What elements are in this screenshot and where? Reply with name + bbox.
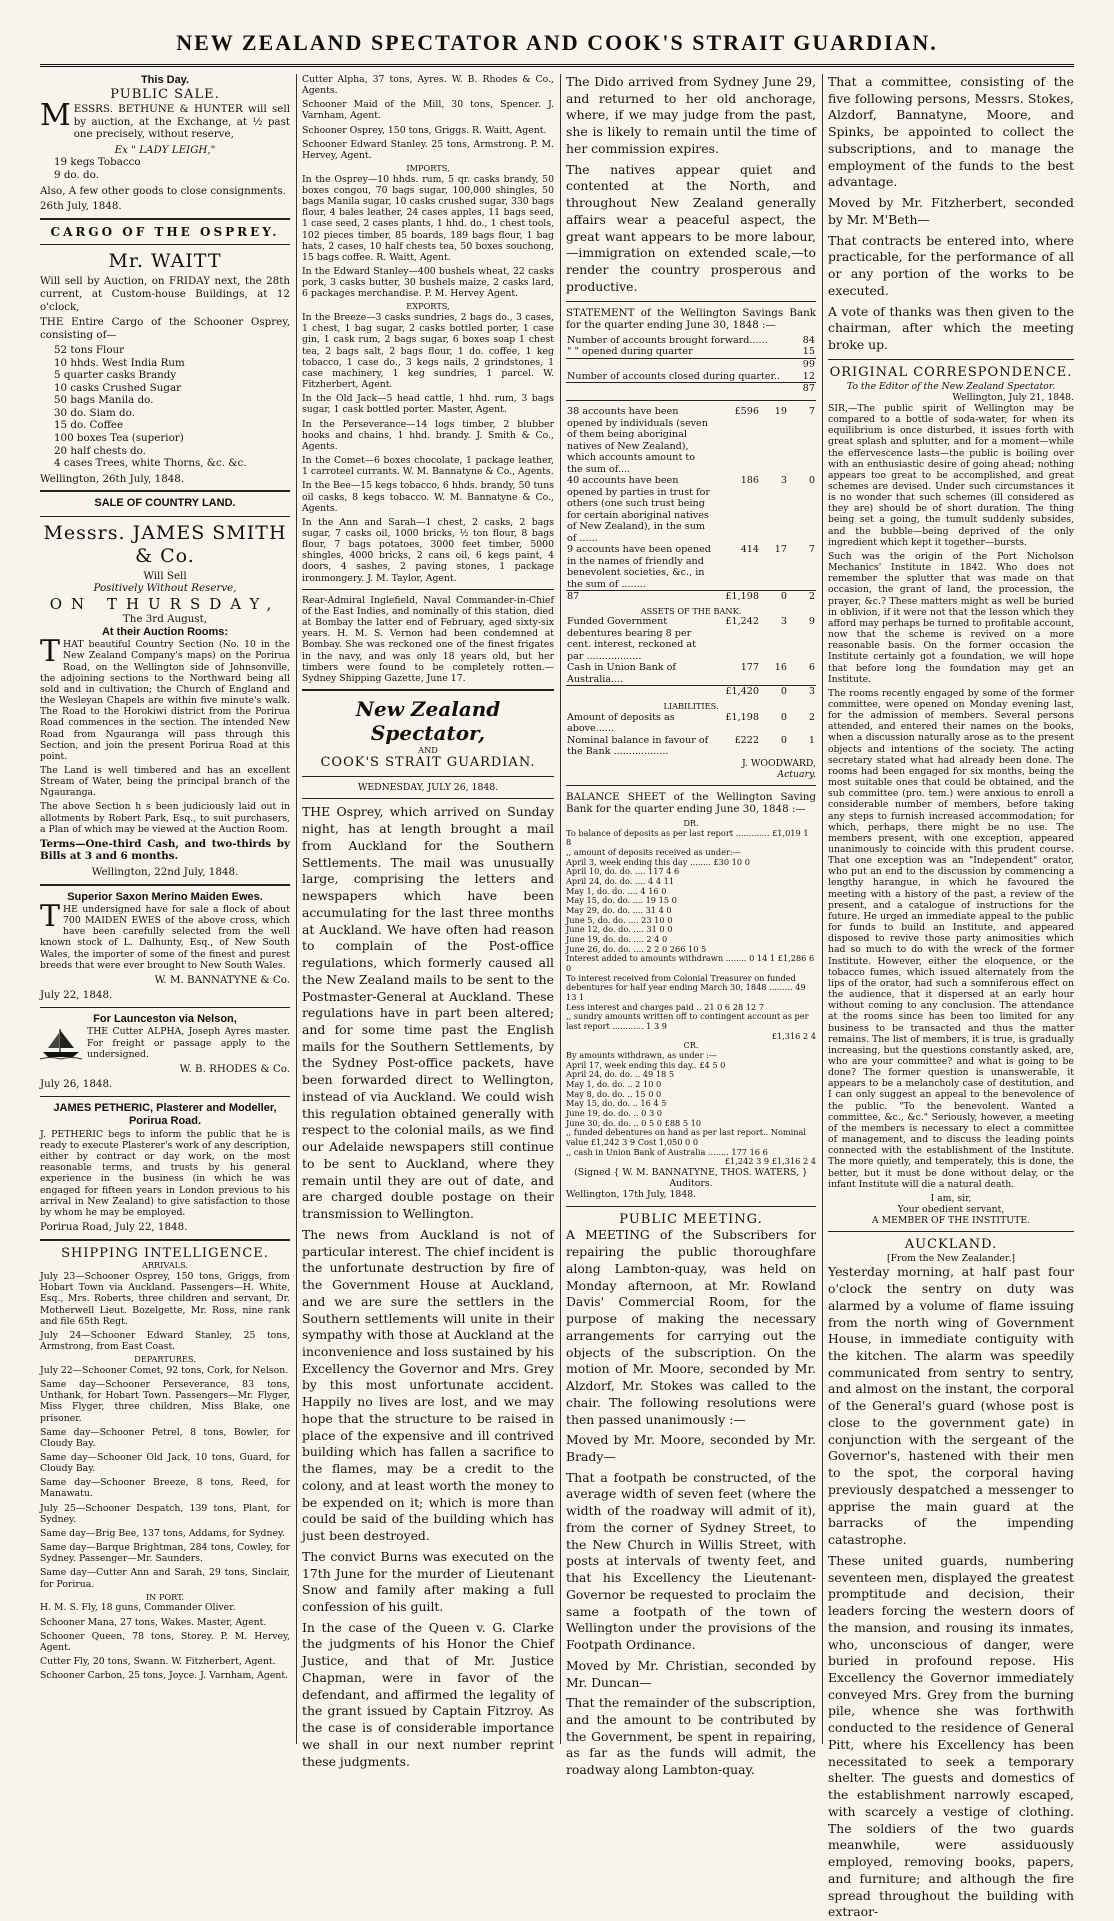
ledger-line: April 3, week ending this day ........ £30 10 0 — [566, 856, 750, 867]
table-row — [566, 346, 816, 358]
list-item: July 22—Schooner Comet, 92 tons, Cork, for Nelson. — [40, 1364, 289, 1376]
ledger-line: June 19, do. do. .... 2 4 0 — [566, 933, 668, 944]
arrivals-label: ARRIVALS. — [141, 1260, 189, 1271]
table-cell: 0 — [760, 686, 788, 698]
table-cell: 186 — [740, 475, 759, 487]
table-cell: Number of accounts brought forward...... — [567, 334, 768, 346]
columns — [40, 74, 1074, 1920]
divider — [302, 589, 554, 590]
ledger-line: June 12, do. do. .... 31 0 0 — [566, 924, 673, 935]
divider — [566, 400, 816, 401]
ledger-line: Less interest and charges paid .. 21 0 6 28 12 7 — [566, 1001, 764, 1012]
table-cell: 414 — [740, 544, 759, 556]
divider — [40, 884, 290, 886]
ewes-sign: W. M. BANNATYNE & Co. — [154, 973, 290, 986]
table-cell: 9 accounts have been opened in the names of friendly and benevolent societies, &c., in the sum of ........ — [567, 544, 711, 590]
editorial-paragraph: The news from Auckland is not of particular interest. The chief incident is the unfortunate destruction by fire of the Government House at Auckland, and we are sure the settlers in the Southern settlements will unite in their sympathy with those at Auckland at the inconvenience and loss sustained by his Excellency the Governor and Mrs. Grey by this most unfortunate accident. Happily no lives are lost, and we may hope that the structure to be raised in place of the expensive and ill contrived building which has fallen a sacrifice to the flames, may be a credit to the colony, and at least worth the money to be expended on it; which is more than could be said of the building which has just been destroyed. — [302, 1226, 554, 1544]
editorial-paragraph: The convict Burns was executed on the 17th June for the murder of Lieutenant Snow and family after making a full confession of his guilt. — [302, 1548, 554, 1614]
table-cell: Nominal balance in favour of the Bank .................. — [567, 734, 709, 757]
petheric-heading: JAMES PETHERIC, Plasterer and Modeller, Porirua Road. — [53, 1101, 277, 1128]
letter — [828, 403, 1074, 1190]
ewes-date: July 22, 1848. — [40, 989, 113, 1002]
ewes-heading: Superior Saxon Merino Maiden Ewes. — [67, 890, 263, 903]
editorial-paragraph: THE Osprey, which arrived on Sunday night, has at length brought a mail from Auckland for the Southern Settlements. The mail was unusually large, comprising the letters and newspapers which have been accumulating for the last three months at Auckland. We have often had reason to complain of the Post-office regulations, which formerly caused all the New Zealand mails to be sent to the Postmaster-General at Auckland. These regulations have in part been altered; and for some time past the English mails for the Southern Settlements, by the Sydney Post-office packets, have been forwarded direct to Wellington, instead of via Auckland. We could wish this regulation obtained generally with respect to the colonial mails, as we find our Adelaide newspapers still continue to be sent to Auckland, where they remain until they are out of date, and are charged double postage on their transmission to Wellington. — [302, 804, 554, 1222]
deposit-table — [566, 406, 816, 603]
letter-paragraph: Such was the origin of the Port Nicholson Mechanics' Institute in 1842. Who does not remember the splutter that was made on that occasion, the grant of land, the procession, the prayer, &c.? These matters might as well be buried in oblivion, if it were not that the lesson which they afford may perhaps be turned to profitable account, now that the scheme is revived on a more reasonable basis. On the former occasion the Institute certainly got a foundation, we will hope that before long the foundation may get an Institute. — [828, 550, 1074, 685]
table-row — [566, 383, 816, 395]
ledger-line: April 17, week ending this day.. £4 5 0 — [566, 1059, 726, 1070]
meeting-continued — [828, 74, 1074, 354]
table-cell: 0 — [808, 475, 815, 487]
land-rooms: At their Auction Rooms: — [101, 625, 229, 638]
table-row — [566, 616, 816, 662]
table-cell: £596 — [734, 406, 759, 418]
meeting — [566, 1227, 816, 1779]
table-cell: 38 accounts have been opened by individuals (seven of them being aboriginal natives of New Zealand), which accounts amount to the sum of.... — [567, 406, 708, 475]
list-item: 10 casks Crushed Sugar — [54, 381, 182, 394]
auckland-title: AUCKLAND. — [904, 1237, 998, 1253]
land-p2: The Land is well timbered and has an excellent Stream of Water, being the principal branch of the Ngauranga. — [40, 765, 290, 799]
osprey-items — [40, 344, 290, 469]
letter-paragraph: SIR,—The public spirit of Wellington may be compared to a bottle of soda-water, for when its equilibrium is once disturbed, it issues forth with great splash and splutter, and for a moment—while the effervescence lasts—the public is boiling over with an enthusiastic desire of going ahead; nothing appears too great to be accomplished, and great schemes are devised. Under such circumstances it is no wonder that such schemes (ill considered as they are) should be of short duration. The thing being set a going, the tumult suddenly subsides, and the bubble—being deprived of the only ingredient which kept it together—bursts. — [828, 402, 1074, 548]
table-cell: 7 — [808, 406, 815, 418]
table-cell: 15 — [802, 346, 815, 358]
ledger-line: Interest added to amounts withdrawn ........ 0 14 1 £1,286 6 0 — [566, 953, 815, 973]
list-item: Same day—Schooner Perseverance, 83 tons, Unthank, for Hobart Town. Passengers—Mr. Flyger, Miss Flyger, three children, Miss Blake, one prisoner. — [40, 1379, 290, 1424]
table-cell: £222 — [734, 734, 759, 746]
signer-name: J. WOODWARD, — [741, 757, 816, 769]
ledger-line: June 19, do. do. .. 0 3 0 — [566, 1108, 663, 1119]
table-cell: 3 — [788, 686, 816, 698]
editorial-paragraph: The Dido arrived from Sydney June 29, and returned to her old anchorage, where, if we may judge from the past, she is likely to remain until the time of her commission expires. — [566, 74, 816, 156]
list-item: 15 do. Coffee — [54, 419, 124, 432]
liabilities-title: LIABILITIES. — [663, 700, 719, 711]
correspondence-date: Wellington, July 21, 1848. — [952, 391, 1074, 403]
editorial-paragraph: The natives appear quiet and contented at the North, and throughout New Zealand generally affairs wear a peaceful aspect, the great want appears to be more labour,—immigration on extended scale,—to render the country prosperous and productive. — [566, 161, 816, 294]
petheric-body: J. PETHERIC begs to inform the public that he is ready to execute Plasterer's work of any description, either by contract or day work, on the most reasonable terms, and trusts by his general experience in the business (in which he was engaged for fifteen years in London previous to his arrival in New Zealand) to give satisfaction to those by whom he may be employed. — [40, 1128, 290, 1218]
table-cell: 17 — [774, 544, 787, 556]
ledger-line: June 26, do. do. .... 2 2 0 266 10 5 — [566, 943, 707, 954]
column-rule — [822, 74, 823, 1744]
paper-title: New Zealand Spectator, — [355, 697, 501, 746]
table-cell: Number of accounts closed during quarter.. — [567, 370, 781, 382]
table-row — [566, 335, 816, 347]
osprey-heading: CARGO OF THE OSPREY. — [50, 224, 280, 239]
exports-label: EXPORTS, — [406, 301, 450, 312]
editorial-paragraph: In the case of the Queen v. G. Clarke the judgments of his Honor the Chief Justice, and that of Mr. Justice Chapman, were in favor of the defendant, and affirmed the legality of the grant issued by Captain Fitzroy. As the case is of considerable importance we shall in our next number reprint these judgments. — [302, 1619, 554, 1769]
table-cell: Cash in Union Bank of Australia.... — [567, 662, 676, 685]
ledger-line: June 5, do. do. .... 23 10 0 — [566, 914, 673, 925]
inport-label: IN PORT. — [145, 1591, 185, 1602]
paper-date: WEDNESDAY, JULY 26, 1848. — [357, 782, 499, 794]
list-item: Same day—Schooner Old Jack, 10 tons, Guard, for Cloudy Bay. — [40, 1451, 290, 1475]
meeting-paragraph: Moved by Mr. Christian, seconded by Mr. Duncan— — [566, 1657, 816, 1690]
divider — [566, 301, 816, 302]
column-3 — [566, 74, 816, 1778]
list-item: Same day—Brig Bee, 137 tons, Addams, for Sydney. — [40, 1527, 285, 1539]
divider — [566, 785, 816, 786]
column-4 — [828, 74, 1074, 1920]
land-terms: Terms—One-third Cash, and two-thirds by Bills at 3 and 6 months. — [40, 837, 290, 863]
departures-label: DEPARTURES. — [134, 1354, 196, 1365]
list-item: In the Bee—15 kegs tobacco, 6 hhds. brandy, 50 tuns oil casks, 8 kegs tobacco. W. M. Bannatyne & Co., Agents. — [302, 480, 554, 514]
ledger-line: June 30, do. do. .. 0 5 0 £88 5 10 — [566, 1117, 702, 1128]
table-cell: 177 — [740, 662, 759, 674]
letter-close: I am, sir, — [930, 1192, 972, 1204]
signer-title: Actuary. — [777, 768, 816, 780]
list-item: Cutter Fly, 20 tons, Swann. W. Fitzherbert, Agent. — [40, 1656, 276, 1667]
divider — [302, 776, 554, 777]
list-item: 4 cases Trees, white Thorns, &c. &c. — [54, 457, 247, 470]
table-cell: 84 — [802, 334, 815, 346]
table-cell — [566, 383, 788, 395]
admiral-note: Rear-Admiral Inglefield, Naval Commander-in-Chief of the East Indies, and nominally of this station, died at Bombay the latter end of February, aged sixty-six years. H. M. S. Vernon had been condemned at Bombay. She was reckoned one of the finest frigates in the navy, and was only 18 years old, but her timbers were found to be completely rotten.—Sydney Shipping Gazette, June 17. — [302, 594, 554, 684]
shipping-heading: SHIPPING INTELLIGENCE. — [61, 1245, 269, 1261]
petheric-date: Porirua Road, July 22, 1848. — [40, 1221, 188, 1234]
divider — [40, 1007, 290, 1008]
ledger-total: £1,316 2 4 — [771, 1030, 816, 1041]
ledger-line: April 24, do. do. .... 4 4 11 — [566, 875, 675, 886]
divider — [40, 218, 290, 220]
table-cell: £1,242 — [725, 616, 759, 628]
divider — [302, 798, 554, 799]
meeting-paragraph: A MEETING of the Subscribers for repairing the public thoroughfare along Lambton-quay, was held on Monday afternoon, at Mr. Rowland Davis' Commercial Room, for the purpose of making the necessary arrangements for carrying out the objects of the subscription. On the motion of Mr. Moore, seconded by Mr. Alzdorf, Mr. Stokes was called to the chair. The following resolutions were then passed unanimously :— — [566, 1227, 816, 1427]
column-rule — [296, 74, 297, 1744]
meeting-title: PUBLIC MEETING. — [619, 1211, 763, 1227]
ledger-line: To balance of deposits as per last report ............. £1,019 1 8 — [566, 827, 809, 848]
land-p3: The above Section h s been judiciously laid out in allotments by Robert Park, Esq., to suit purchasers, a Plan of which may be viewed at the Auction Room. — [40, 801, 290, 835]
list-item: 52 tons Flour — [54, 344, 125, 357]
divider — [566, 1206, 816, 1207]
sale-date: 26th July, 1848. — [40, 200, 122, 213]
divider — [40, 1239, 290, 1241]
column-1 — [40, 74, 290, 1744]
balance-title: BALANCE SHEET of the Wellington Saving Bank for the quarter ending June 30, 1848 :— — [566, 790, 816, 816]
table-cell: 7 — [808, 544, 815, 556]
auckland-paragraph: These united guards, numbering seventeen men, displayed the greatest promptitude and decision, their leaders forcing the western doors of the mansion, and rousing its inmates, who, unconscious of danger, were buried in profound repose. His Excellency the Governor immediately conveyed Mrs. Grey from the burning pile, whence she was forthwith conducted to the residence of General Pitt, where his Excellency has been necessitated to seek a temporary shelter. The guests and domestics of the establishment narrowly escaped, with scarcely a vestige of clothing. The soldiers of the two guards meanwhile, were assiduously employed, removing books, papers, and furniture; and although the fire spread throughout the building with extraor- — [828, 1552, 1074, 1920]
table-row — [566, 475, 816, 544]
osprey-auctioneer: Mr. WAITT — [108, 250, 222, 273]
sale-items — [40, 156, 290, 181]
list-item: 100 boxes Tea (superior) — [54, 432, 184, 444]
osprey-body: THE Entire Cargo of the Schooner Osprey, consisting of— — [40, 316, 290, 341]
list-item: July 24—Schooner Edward Stanley, 25 tons, Armstrong, from East Coast. — [40, 1329, 290, 1353]
land-heading: SALE OF COUNTRY LAND. — [94, 497, 236, 510]
auckland-source: [From the New Zealander.] — [886, 1253, 1016, 1265]
meeting-paragraph: That a footpath be constructed, of the average width of seven feet (where the width of the roadway will admit of it), from the corner of Sydney Street, to the New Church in Willis Street, with posts at intervals of twenty feet, and that his Excellency the Lieutenant-Governor be requested to proclaim the same a footpath of the town of Wellington under the provisions of the Footpath Ordinance. — [566, 1469, 816, 1653]
list-item: 9 do. do. — [54, 169, 99, 181]
letter-paragraph: The rooms recently engaged by some of the former committee, were opened on Monday evening last, for the admission of members. Several persons attended, and entered their names on the books, when a discussion naturally arose as to the present objects and intentions of the society. The acting secretary stated what had already been done. The rooms had been engaged for six months, being the most suitable ones that could be obtained, and the sub committee (pro. tem.) were anxious to enroll a considerable number of members, before taking any steps to furnish increased accommodation; for which, perhaps, there might be no use. The members present, with one exception, appeared unanimously to coincide with this prudent course. That one exception was an "Independent" orator, who put an end to the discussion by commencing a lengthy harangue, in which he favoured the meeting with a history of the past, a review of the present, and a catalogue of instructions for the future. He urged an immediate appeal to the public for funds to build an Institute, and appeared disposed to revive those party animosities which had so much to do with the wreck of the former Institute. However, either the eloquence, or the tobacco fumes, which issued alternately from the lips of the orator, had such a somniferous effect on the audience, that it dispersed at an early hour without coming to any conclusion. The attendance at the rooms since has been too limited for any business to be transacted and thus the matter remains. The list of members, it is true, is gradually increasing, but the questions constantly asked, are, who are your committee? and what is going to be done? The former question is unanswerable, it appears to be a melancholy case of destitution, and I can only suggest an appeal to the benevolence of the public. "To the benevolent. Wanted a committee, &c., &c." Seriously, however, a meeting of the members is necessary to elect a committee of management, and to discuss the leading points connected with the establishment of the Institute. The more quietly, and temperately, this is done, the better, but it must be done without delay, or the infant Institute will die a natural death. — [828, 687, 1074, 1190]
launceston-sign: W. B. RHODES & Co. — [179, 1062, 290, 1075]
meeting-paragraph: That the remainder of the subscription, and the amount to be contributed by the Government, be spent in repairing, as far as the funds will admit, the roadway along Lambton-quay. — [566, 1695, 816, 1778]
letter-signature: A MEMBER OF THE INSTITUTE. — [871, 1215, 1031, 1227]
paper-and: AND — [418, 744, 438, 755]
table-cell: Funded Government debentures bearing 8 per cent. interest, reckoned at par .................. — [567, 616, 696, 662]
list-item: Same day—Schooner Breeze, 8 tons, Reed, for Manawatu. — [40, 1477, 290, 1500]
auditors: (Signed { W. M. BANNATYNE, THOS. WATERS, } Auditors. — [574, 1167, 808, 1190]
ledger-line: May 1, do. do. .. 2 10 0 — [566, 1079, 662, 1090]
correspondence-title: ORIGINAL CORRESPONDENCE. — [829, 364, 1073, 380]
ship-icon — [40, 1026, 82, 1060]
column-2 — [302, 74, 554, 1769]
accounts-table — [566, 335, 816, 396]
table-row — [566, 662, 816, 686]
sale-also: Also, A few other goods to close consignments. — [40, 184, 286, 197]
table-cell: 0 — [780, 711, 787, 723]
list-item: In the Breeze—3 casks sundries, 2 bags do., 3 cases, 1 chest, 1 bag sugar, 2 casks bottled porter, 1 case gin, 1 cask rum, 2 bags sugar, 6 boxes soap 1 chest tea, 2 bags salt, 2 bags flour, 1 do. coffee, 1 keg tobacco, 1 case do., 3 kegs nails, 2 grindstones, 1 case machinery, 1 keg sundries, 1 parcel. W. Fitzherbert, Agent. — [302, 312, 554, 391]
list-item: July 25—Schooner Despatch, 139 tons, Plant, for Sydney. — [40, 1502, 290, 1525]
ledger-line: May 8, do. do. .. 15 0 0 — [566, 1088, 662, 1099]
list-item: In the Osprey—10 hhds. rum, 5 qr. casks brandy, 50 boxes congou, 70 bags sugar, 100,000 shingles, 50 bags Manila sugar, 10 casks crushed sugar, 330 bags flour, 4 bales leather, 24 cases apples, 11 bags seed, 1 case seed, 2 cases plants, 1 hhd. do., 1 chest tools, 102 pieces timber, 85 boards, 189 bags flour, 1 bag hats, 2 cases, 10 half chests tea, 50 boxes souchong, 15 bags coffee. R. Waitt, Agent. — [302, 173, 554, 263]
land-reserve: Positively Without Reserve, — [93, 582, 237, 595]
list-item: 19 kegs Tobacco — [54, 156, 141, 169]
auckland-paragraph: Yesterday morning, at half past four o'clock the sentry on duty was alarmed by a volume of flame issuing from the north wing of Government House, in immediate contiguity with the kitchen. The alarm was speedily communicated from sentry to sentry, and almost on the instant, the corporal of the General's guard (whose post is close to the government gate) in conjunction with the sergeant of the Governor's, hastened with their men to the spot, the corporal having previously despatched a messenger to apprise the main guard at the barracks of the impending catastrophe. — [828, 1264, 1074, 1548]
meeting-paragraph: Moved by Mr. Fitzherbert, seconded by Mr. M'Beth— — [828, 195, 1074, 227]
table-cell: 40 accounts have been opened by parties in trust for others (one such trust being for certain aboriginal natives of New Zealand), in the sum of ...... — [567, 475, 710, 544]
table-row — [566, 686, 816, 698]
list-item: Schooner Queen, 78 tons, Storey. P. M. Hervey, Agent. — [40, 1630, 290, 1653]
launceston-date: July 26, 1848. — [40, 1078, 113, 1091]
launceston-heading: For Launceston via Nelson, — [93, 1013, 237, 1026]
ledger-line: ,, funded debentures on hand as per last report.. Nominal value £1,242 3 9 Cost 1,050 0 0 — [566, 1127, 807, 1148]
table-row — [566, 735, 816, 758]
table-cell: Amount of deposits as above...... — [567, 711, 675, 734]
table-cell: 3 — [780, 616, 787, 628]
list-item: Same day—Cutter Ann and Sarah, 29 tons, Sinclair, for Porirua. — [40, 1567, 290, 1590]
table-cell: 87 — [566, 591, 712, 603]
land-will: Will Sell — [143, 569, 187, 582]
imports-label: IMPORTS, — [406, 163, 450, 174]
divider — [40, 490, 290, 492]
list-item: Schooner Mana, 27 tons, Wakes. Master, Agent. — [40, 1616, 267, 1628]
table-cell: 2 — [788, 591, 816, 603]
table-row — [566, 712, 816, 735]
land-date: The 3rd August, — [122, 613, 208, 626]
liabilities-table — [566, 712, 816, 758]
land-signoff: Wellington, 22nd July, 1848. — [91, 866, 239, 879]
list-item: 30 do. Siam do. — [54, 406, 135, 419]
ledger-line: May 1, do. do. .... 4 16 0 — [566, 885, 667, 896]
masthead — [40, 30, 1074, 67]
list-item: Schooner Osprey, 150 tons, Griggs. R. Waitt, Agent. — [302, 124, 547, 136]
list-item: Same day—Barque Brightman, 284 tons, Cowley, for Sydney. Passenger—Mr. Saunders. — [40, 1542, 290, 1565]
ledger-line: To interest received from Colonial Treasurer on funded debentures for half year ending March 30, 1848 ......... 49 13 1 — [566, 972, 806, 1002]
masthead-title: NEW ZEALAND SPECTATOR AND COOK'S STRAIT GUARDIAN. — [176, 30, 938, 55]
column-rule — [560, 74, 561, 1744]
list-item: 20 half chests do. — [54, 444, 146, 457]
ledger-line: ,, cash in Union Bank of Australia ........ 177 16 6 — [566, 1146, 768, 1157]
list-item: July 23—Schooner Osprey, 150 tons, Griggs, from Hobart Town via Auckland. Passengers—H. White, Esq., Mrs. Roberts, three children and servant, Dr. Motherwell Lieut. Bozelgette, Mr. Ross, nine rank and file 65th Regt. — [40, 1271, 290, 1327]
sale-title: PUBLIC SALE. — [110, 87, 220, 103]
osprey-date: Wellington, 26th July, 1848. — [40, 472, 185, 485]
table-cell: 19 — [774, 406, 787, 418]
divider — [40, 244, 290, 245]
auckland-article — [828, 1264, 1074, 1921]
meeting-paragraph: That a committee, consisting of the five following persons, Messrs. Stokes, Alzdorf, Bannatyne, Moore, and Spinks, be appointed to collect the subscriptions, and to manage the employment of the funds to the best advantage. — [828, 74, 1074, 190]
meeting-paragraph: That contracts be entered into, where practicable, for the performance of all or any portion of the works to be executed. — [828, 232, 1074, 298]
table-cell: " " opened during quarter — [567, 346, 693, 358]
letter-close: Your obedient servant, — [897, 1204, 1005, 1216]
table-cell: 3 — [780, 475, 787, 487]
list-item: Schooner Maid of the Mill, 30 tons, Spencer. J. Varnham, Agent. — [302, 99, 554, 122]
osprey-intro: Will sell by Auction, on FRIDAY next, the 28th current, at Custom-house Buildings, at 12 o'clock, — [40, 275, 290, 313]
launceston-body: THE Cutter ALPHA, Joseph Ayres master. For freight or passage apply to the undersigned. — [87, 1026, 290, 1060]
paper-subtitle: COOK'S STRAIT GUARDIAN. — [320, 755, 536, 771]
table-cell: 87 — [788, 383, 816, 395]
list-item: Same day—Schooner Petrel, 8 tons, Bowler, for Cloudy Bay. — [40, 1426, 290, 1449]
list-item: 5 quarter casks Brandy — [54, 369, 177, 382]
table-row — [566, 544, 816, 591]
list-item: In the Ann and Sarah—1 chest, 2 casks, 2 bags sugar, 7 casks oil, 1000 bricks, ½ ton flour, 8 bags flour, 7 bags potatoes, 3000 feet timber, 5000 shingles, 4000 bricks, 2 cans oil, 6 kegs paint, 4 doors, 4 sashes, 2 paving stones, 1 package ironmongery. J. M. Taylor, Agent. — [302, 516, 554, 584]
ledger-line: ,, amount of deposits received as under:— — [566, 846, 741, 857]
list-item: H. M. S. Fly, 18 guns, Commander Oliver. — [40, 1602, 236, 1614]
list-item: Cutter Alpha, 37 tons, Ayres. W. B. Rhodes & Co., Agents. — [302, 74, 554, 97]
editorial — [302, 804, 554, 1770]
list-item: Schooner Edward Stanley. 25 tons, Armstrong. P. M. Hervey, Agent. — [302, 138, 554, 161]
list-item: Schooner Carbon, 25 tons, Joyce. J. Varnham, Agent. — [40, 1670, 289, 1682]
list-item: In the Old Jack—5 head cattle, 1 hhd. rum, 3 bags sugar, 1 cask bottled porter. Master, Agent. — [302, 393, 554, 416]
divider — [40, 1096, 290, 1097]
table-cell: 6 — [808, 662, 815, 674]
dr-lines — [566, 829, 816, 1042]
correspondence-to: To the Editor of the New Zealand Spectator. — [846, 380, 1056, 392]
table-cell: 0 — [780, 734, 787, 746]
meeting-paragraph: Moved by Mr. Moore, seconded by Mr. Brady— — [566, 1432, 816, 1464]
table-cell: 16 — [774, 662, 787, 674]
auditors-date: Wellington, 17th July, 1848. — [566, 1189, 697, 1201]
meeting-paragraph: A vote of thanks was then given to the chairman, after which the meeting broke up. — [828, 303, 1074, 353]
table-cell: £1,198 — [712, 591, 760, 603]
table-cell: 1 — [808, 734, 815, 746]
cr-label: CR. — [683, 1040, 699, 1051]
dr-label: DR. — [683, 817, 699, 828]
list-item: 10 hhds. West India Rum — [54, 356, 185, 369]
divider — [302, 689, 554, 691]
list-item: In the Perseverance—14 logs timber, 2 blubber hooks and chains, 1 hhd. brandy. J. Smith & Co., Agents. — [302, 418, 554, 452]
table-row — [566, 359, 816, 371]
table-cell — [566, 359, 788, 371]
ledger-line: By amounts withdrawn, as under :— — [566, 1050, 717, 1061]
assets-title: ASSETS OF THE BANK. — [640, 605, 742, 616]
ledger-line: May 15, do. do. .... 19 15 0 — [566, 895, 677, 906]
assets-table — [566, 616, 816, 698]
divider — [40, 516, 290, 517]
table-row — [566, 371, 816, 383]
table-cell: 99 — [788, 359, 816, 371]
table-row — [566, 406, 816, 475]
land-p1: THAT beautiful Country Section (No. 10 in the New Zealand Company's maps) on the Porirua Road, on the Wellington side of Johnsonville, the adjoining sections to the Northward being all sold and in cultivation; the Church of England and the Wesleyan Chapels are within five minute's walk. The Road to the Horokiwi district from the Porirua Road commences in the section. The intended New Road from Ngauranga will pass through this Section, and join the present Porirua Road at this point. — [40, 634, 290, 762]
ledger-line: April 10, do. do. .... 117 4 6 — [566, 866, 680, 877]
divider — [828, 359, 1074, 360]
ledger-line: May 29, do. do. .... 31 4 0 — [566, 904, 672, 915]
table-row — [566, 591, 816, 603]
sale-body: MESSRS. BETHUNE & HUNTER will sell by auction, at the Exchange, at ½ past one precisely, without reserve, — [40, 98, 290, 141]
table-cell: £1,420 — [712, 686, 760, 698]
sale-ex: Ex " LADY LEIGH," — [114, 143, 216, 156]
sale-kicker: This Day. — [140, 74, 190, 86]
ewes-body: THE undersigned have for sale a flock of about 700 MAIDEN EWES of the above cross, which have been carefully selected from the well known stock of L. Dalhunty, Esq., of New South Wales, the importer of some of the finest and purest breeds that were ever brought to New South Wales. — [40, 898, 290, 971]
list-item: 50 bags Manila do. — [54, 394, 154, 407]
table-cell: 2 — [808, 711, 815, 723]
cr-lines — [566, 1051, 816, 1167]
statement-title: STATEMENT of the Wellington Savings Bank for the quarter ending June 30, 1848 :— — [566, 306, 816, 332]
list-item: In the Comet—6 boxes chocolate, 1 package leather, 1 carroteel currants. W. M. Bannatyne & Co., Agents. — [302, 455, 554, 478]
table-cell: 12 — [802, 370, 815, 382]
ledger-line: April 24, do. do. .. 49 18 5 — [566, 1069, 675, 1080]
land-day: ON THURSDAY, — [49, 595, 281, 614]
ledger-total: £1,242 3 9 £1,316 2 4 — [724, 1156, 816, 1167]
list-item: In the Edward Stanley—400 bushels wheat, 22 casks pork, 3 casks butter, 30 bushels maize, 2 casks lard, 6 packages merchandise. P. M. Hervey Agent. — [302, 266, 554, 300]
land-firm: Messrs. JAMES SMITH & Co. — [43, 521, 287, 567]
table-cell: £1,198 — [725, 711, 759, 723]
table-cell: 0 — [760, 591, 788, 603]
divider — [828, 1231, 1074, 1232]
ledger-line: May 15, do. do. .. 16 4 5 — [566, 1098, 667, 1109]
ledger-line: ,, sundry amounts written off to contingent account as per last report ............ 1 3 9 — [566, 1011, 809, 1032]
table-cell: 9 — [808, 616, 815, 628]
